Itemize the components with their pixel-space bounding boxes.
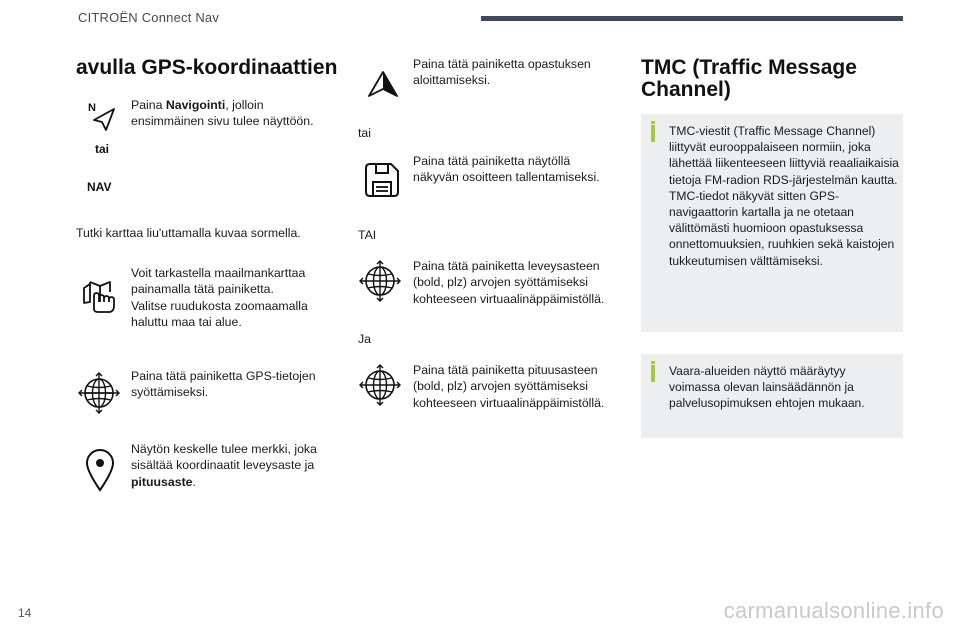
map-hand-icon — [80, 276, 120, 316]
and-label: Ja — [358, 332, 371, 346]
svg-text:N: N — [88, 102, 96, 114]
header-bar — [481, 16, 903, 21]
globe-grid-icon — [359, 364, 401, 406]
globe-grid-icon — [359, 260, 401, 302]
longitude-text: Paina tätä painiketta pituusasteen (bold, plz) arvojen syöttämiseksi kohteeseen virtuaalinäppäimistöllä. — [413, 363, 605, 410]
marker-text: Näytön keskelle tulee merkki, joka sisältää koordinaatit leveysaste ja pituusaste. — [131, 442, 317, 489]
tmc-section-title: TMC (Traffic Message Channel) — [641, 56, 857, 101]
start-guidance-text: Paina tätä painiketta opastuksen aloittamiseksi. — [413, 57, 591, 88]
or-label-1: tai — [358, 126, 371, 140]
info-marker — [651, 365, 655, 382]
nav-press-text: Paina Navigointi, jolloin ensimmäinen sivu tulee näyttöön. — [131, 98, 314, 129]
info-marker — [651, 125, 655, 142]
gps-section-title: avulla GPS-koordinaattien — [76, 56, 338, 79]
north-compass-icon — [84, 100, 120, 136]
gps-entry-text: Paina tätä painiketta GPS-tietojen syöttämiseksi. — [131, 369, 316, 400]
globe-grid-icon — [78, 372, 120, 414]
tmc-info-text: TMC-viestit (Traffic Message Channel) liittyvät eurooppalaiseen normiin, joka lähettää liikenteeseen liittyviä reaaliaikaisia tietoja FM-radion RDS-järjestelmän kautta. TMC-tiedot näkyvät sitten GPS-navigaattorin kartalla ja ne otetaan välittömästi huomioon opastuksessa onnettomuuksien, ruuhkien sekä kaistojen tukkeutumisen välttämiseksi. — [669, 124, 899, 268]
nav-label: NAV — [87, 180, 112, 194]
navigation-arrow-icon — [367, 70, 399, 98]
watermark: carmanualsonline.info — [723, 598, 944, 623]
world-map-text: Voit tarkastella maailmankarttaa painamalla tätä painiketta. Valitse ruudukosta zoomaamalla haluttu maa tai alue. — [131, 266, 308, 330]
or-label-2: TAI — [358, 228, 377, 242]
latitude-text: Paina tätä painiketta leveysasteen (bold, plz) arvojen syöttämiseksi kohteeseen virtuaalinäppäimistöllä. — [413, 259, 605, 306]
tai-label: tai — [95, 142, 110, 156]
save-address-text: Paina tätä painiketta näytöllä näkyvän osoitteen tallentamiseksi. — [413, 154, 600, 185]
page-number: 14 — [18, 606, 32, 620]
hazard-info-text: Vaara-alueiden näyttö määräytyy voimassa olevan lainsäädännön ja palvelusopimuksen ehtojen mukaan. — [669, 364, 865, 411]
header-brand: CITROËN Connect Nav — [78, 10, 220, 25]
save-disk-icon — [364, 162, 400, 198]
location-pin-icon — [84, 448, 116, 492]
tmc-info-box — [641, 114, 903, 332]
hazard-info-box — [641, 354, 903, 438]
explore-text: Tutki karttaa liu'uttamalla kuvaa sormella. — [76, 226, 301, 240]
